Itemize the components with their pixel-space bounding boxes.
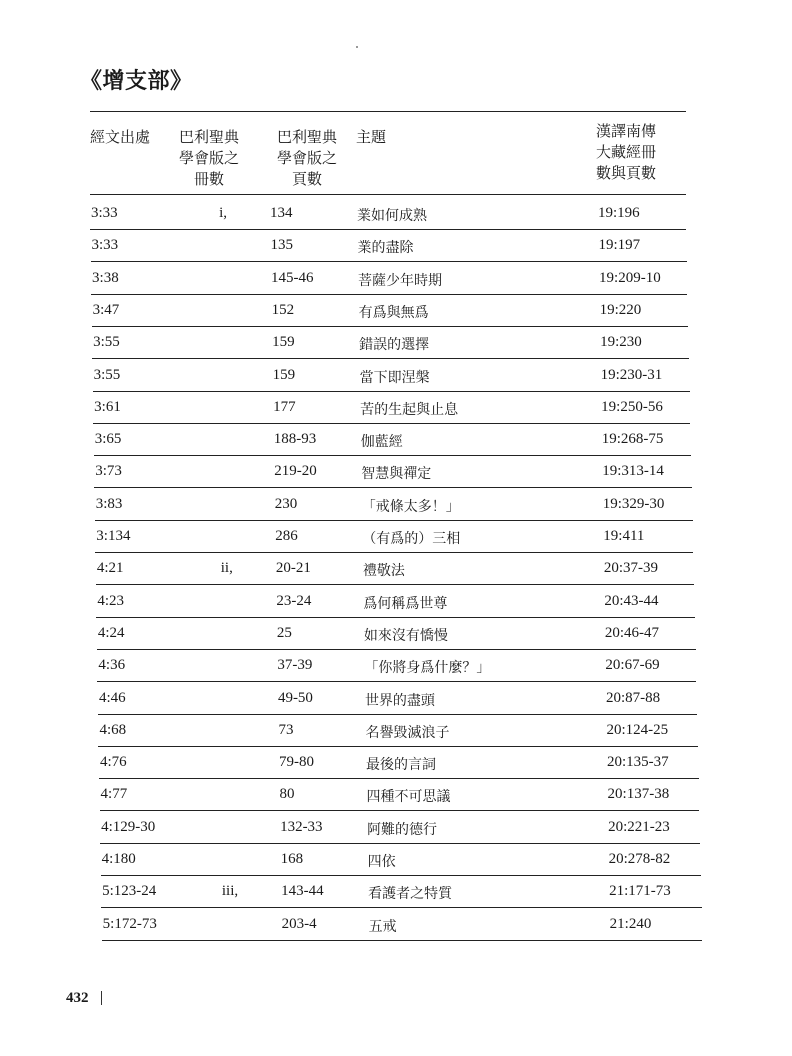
- cell-topic: 名譽毀滅浪子: [365, 724, 450, 741]
- cell-page: 23-24: [276, 592, 312, 609]
- cell-topic: 阿難的德行: [367, 821, 438, 838]
- cell-chinese: 20:87-88: [605, 689, 661, 706]
- cell-source: 3:61: [94, 398, 121, 415]
- table-row: [0, 844, 792, 876]
- cell-source: 3:83: [95, 495, 123, 512]
- table-row: [0, 779, 792, 811]
- cell-volume: iii,: [221, 883, 239, 900]
- header-rule: [90, 194, 686, 195]
- cell-page: 80: [279, 786, 295, 803]
- cell-chinese: 20:124-25: [606, 721, 669, 738]
- cell-source: 4:68: [99, 721, 127, 738]
- cell-page: 168: [280, 851, 304, 867]
- cell-chinese: 19:313-14: [602, 463, 664, 480]
- cell-topic: 有爲與無爲: [358, 304, 429, 321]
- cell-topic: 智慧與禪定: [361, 466, 432, 483]
- cell-page: 188-93: [273, 431, 317, 448]
- cell-topic: 四種不可思議: [366, 789, 451, 806]
- cell-source: 3:55: [93, 334, 120, 351]
- cell-chinese: 19:209-10: [599, 269, 661, 286]
- table-row: [0, 715, 792, 747]
- cell-topic: 最後的言詞: [366, 757, 436, 774]
- table-row: [0, 392, 792, 424]
- header-chinese: 漢譯南傳 大藏經冊 數與頁數: [596, 122, 657, 182]
- table-row: [0, 586, 792, 618]
- cell-chinese: 20:37-39: [603, 560, 658, 577]
- cell-source: 4:129-30: [101, 818, 156, 835]
- cell-chinese: 20:221-23: [608, 818, 670, 835]
- cell-chinese: 20:43-44: [604, 592, 659, 609]
- cell-page: 20-21: [275, 560, 311, 577]
- page-number: 432: [66, 990, 89, 1006]
- cell-topic: 錯誤的選擇: [359, 337, 430, 354]
- cell-chinese: 19:268-75: [601, 431, 664, 448]
- table-row: [0, 360, 792, 392]
- cell-source: 4:46: [98, 689, 126, 706]
- cell-page: 230: [274, 495, 298, 512]
- cell-chinese: 19:250-56: [601, 398, 663, 415]
- cell-page: 159: [272, 334, 295, 351]
- table-row: [0, 909, 792, 941]
- cell-source: 5:123-24: [102, 883, 157, 900]
- cell-chinese: 21:171-73: [609, 883, 671, 900]
- row-rule: [102, 940, 703, 941]
- cell-page: 49-50: [277, 689, 313, 706]
- cell-topic: （有爲的）三相: [362, 531, 461, 547]
- header-pts-page: 巴利聖典 學會版之 頁數: [276, 128, 337, 188]
- table-row: [0, 618, 792, 650]
- cell-chinese: 20:137-38: [607, 786, 670, 803]
- page-number-divider: [101, 991, 102, 1005]
- table-row: [0, 650, 792, 682]
- cell-topic: 四依: [367, 854, 396, 870]
- cell-page: 159: [272, 366, 296, 383]
- cell-volume: i,: [219, 205, 227, 221]
- cell-source: 3:55: [93, 366, 121, 383]
- cell-page: 143-44: [281, 883, 324, 900]
- top-rule: [90, 111, 686, 112]
- cell-chinese: 20:67-69: [605, 657, 660, 674]
- cell-chinese: 20:46-47: [604, 624, 660, 641]
- cell-source: 3:73: [95, 463, 122, 480]
- header-pts-volume: 巴利聖典 學會版之 冊數: [178, 128, 239, 188]
- table-row: [0, 327, 792, 359]
- cell-chinese: 20:135-37: [607, 754, 669, 771]
- cell-topic: 五戒: [368, 918, 397, 935]
- cell-topic: 「你將身爲什麼？」: [364, 660, 491, 677]
- table-row: [0, 295, 792, 327]
- table-row: [0, 683, 792, 715]
- cell-source: 4:180: [101, 851, 136, 867]
- header-topic: 主題: [356, 128, 387, 146]
- cell-source: 3:47: [92, 301, 120, 318]
- cell-source: 3:134: [96, 528, 131, 544]
- cell-topic: 菩薩少年時期: [358, 272, 443, 289]
- cell-page: 79-80: [279, 754, 314, 771]
- table-row: [0, 198, 792, 230]
- cell-source: 5:172-73: [102, 915, 157, 932]
- cell-source: 4:36: [98, 657, 126, 674]
- table-row: [0, 812, 792, 844]
- cell-page: 177: [273, 398, 296, 415]
- cell-chinese: 19:230: [600, 334, 642, 351]
- table-row: [0, 747, 792, 779]
- cell-source: 4:76: [100, 754, 127, 771]
- cell-topic: 業如何成熟: [357, 208, 427, 224]
- cell-page: 134: [270, 205, 293, 221]
- cell-source: 3:33: [91, 237, 119, 254]
- cell-chinese: 19:230-31: [600, 366, 663, 383]
- cell-topic: 當下即涅槃: [359, 369, 430, 386]
- cell-topic: 世界的盡頭: [364, 692, 435, 709]
- cell-page: 145-46: [271, 269, 314, 286]
- cell-page: 25: [276, 624, 292, 641]
- cell-source: 4:21: [96, 560, 124, 577]
- cell-topic: 看護者之特質: [368, 886, 453, 903]
- header-source: 經文出處: [90, 128, 151, 146]
- cell-chinese: 21:240: [609, 915, 652, 932]
- cell-page: 152: [271, 301, 295, 318]
- table-row: [0, 456, 792, 488]
- cell-source: 3:38: [92, 269, 119, 286]
- cell-chinese: 19:220: [599, 301, 642, 318]
- cell-chinese: 19:197: [598, 237, 641, 254]
- cell-source: 4:23: [97, 592, 125, 609]
- cell-topic: 伽藍經: [360, 434, 403, 451]
- cell-topic: 業的盡除: [357, 240, 414, 257]
- table-row: [0, 230, 792, 262]
- table-row: [0, 521, 792, 553]
- cell-chinese: 20:278-82: [608, 851, 671, 867]
- cell-page: 286: [275, 528, 298, 544]
- cell-page: 37-39: [277, 657, 313, 674]
- cell-source: 4:24: [97, 624, 125, 641]
- cell-source: 3:33: [91, 205, 118, 221]
- cell-page: 73: [278, 721, 294, 738]
- table-row: [0, 424, 792, 456]
- cell-page: 135: [270, 237, 294, 254]
- section-title: 《增支部》: [80, 69, 193, 94]
- cell-topic: 如來沒有憍慢: [363, 627, 448, 644]
- cell-page: 203-4: [281, 915, 317, 932]
- cell-topic: 「戒條太多！」: [361, 498, 460, 515]
- table-row: [0, 489, 792, 521]
- cell-topic: 苦的生起與止息: [360, 401, 459, 418]
- cell-chinese: 19:329-30: [602, 495, 665, 512]
- cell-chinese: 19:196: [598, 205, 640, 221]
- scan-speck: [356, 46, 358, 48]
- cell-chinese: 19:411: [603, 528, 645, 544]
- cell-source: 3:65: [94, 431, 122, 448]
- table-row: [0, 553, 792, 585]
- cell-topic: 爲何稱爲世尊: [363, 595, 448, 612]
- cell-page: 219-20: [274, 463, 317, 480]
- cell-topic: 禮敬法: [362, 563, 405, 580]
- table-row: [0, 876, 792, 908]
- cell-volume: ii,: [220, 560, 233, 577]
- table-row: [0, 263, 792, 295]
- cell-source: 4:77: [100, 786, 128, 803]
- cell-page: 132-33: [280, 818, 323, 835]
